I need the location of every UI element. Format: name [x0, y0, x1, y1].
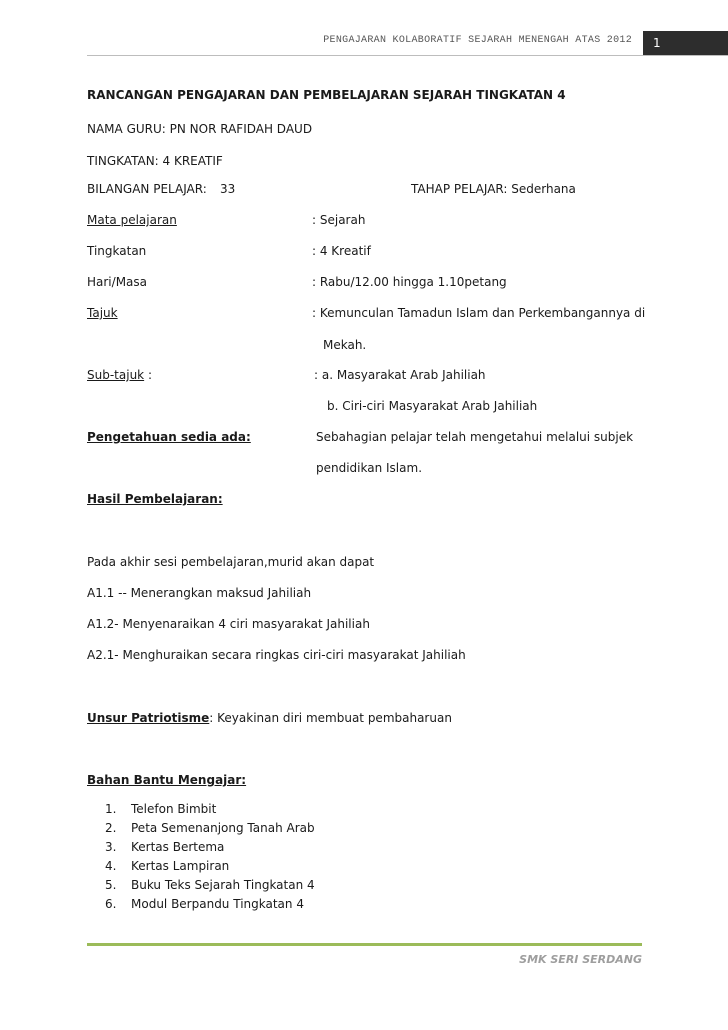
outcome-item: A1.1 -- Menerangkan maksud Jahiliah [87, 586, 312, 600]
list-number: 2. [105, 821, 117, 835]
prior-knowledge-label: Pengetahuan sedia ada: [87, 430, 251, 444]
list-item: Telefon Bimbit [131, 802, 217, 816]
document-title: RANCANGAN PENGAJARAN DAN PEMBELAJARAN SEJARAH TINGKATAN 4 [87, 88, 566, 102]
list-number: 3. [105, 840, 117, 854]
footer-divider [87, 943, 642, 946]
subject-label: Mata pelajaran [87, 213, 177, 227]
student-level: TAHAP PELAJAR: Sederhana [411, 182, 576, 196]
form-label: Tingkatan [87, 244, 147, 258]
student-count-label: BILANGAN PELAJAR: [87, 182, 207, 196]
subtopic-value: : a. Masyarakat Arab Jahiliah [314, 368, 486, 382]
subtopic-colon: : [144, 368, 152, 382]
running-header: PENGAJARAN KOLABORATIF SEJARAH MENENGAH ATAS 2012 [323, 35, 632, 46]
patriotism-label: Unsur Patriotisme [87, 711, 210, 725]
page-number-badge: 1 [643, 31, 728, 55]
footer-school-name: SMK SERI SERDANG [519, 953, 642, 966]
day-time-label: Hari/Masa [87, 275, 147, 289]
learning-outcomes-intro: Pada akhir sesi pembelajaran,murid akan dapat [87, 555, 375, 569]
prior-knowledge-value: Sebahagian pelajar telah mengetahui melalui subjek [316, 430, 634, 444]
patriotism-value: : Keyakinan diri membuat pembaharuan [209, 711, 452, 725]
prior-knowledge-value-cont: pendidikan Islam. [316, 461, 423, 475]
list-item: Modul Berpandu Tingkatan 4 [131, 897, 304, 911]
list-item: Buku Teks Sejarah Tingkatan 4 [131, 878, 315, 892]
list-item: Kertas Bertema [131, 840, 225, 854]
subtopic-label: Sub-tajuk [87, 368, 145, 382]
topic-label: Tajuk [87, 306, 118, 320]
list-item: Peta Semenanjong Tanah Arab [131, 821, 315, 835]
patriotism-line [87, 711, 452, 725]
subject-value: : Sejarah [312, 213, 366, 227]
class-line: TINGKATAN: 4 KREATIF [87, 154, 223, 168]
day-time-value: : Rabu/12.00 hingga 1.10petang [312, 275, 507, 289]
form-value: : 4 Kreatif [312, 244, 371, 258]
outcome-item: A1.2- Menyenaraikan 4 ciri masyarakat Jahiliah [87, 617, 370, 631]
subtopic-value-cont: b. Ciri-ciri Masyarakat Arab Jahiliah [327, 399, 538, 413]
topic-value: : Kemunculan Tamadun Islam dan Perkembangannya di [312, 306, 646, 320]
list-number: 5. [105, 878, 117, 892]
outcome-item: A2.1- Menghuraikan secara ringkas ciri-ciri masyarakat Jahiliah [87, 648, 466, 662]
student-count-value: 33 [220, 182, 236, 196]
topic-value-cont: Mekah. [323, 338, 367, 352]
list-item: Kertas Lampiran [131, 859, 230, 873]
teacher-name: NAMA GURU: PN NOR RAFIDAH DAUD [87, 122, 313, 136]
list-number: 6. [105, 897, 117, 911]
subtopic-label-group [87, 368, 152, 382]
list-number: 1. [105, 802, 117, 816]
list-number: 4. [105, 859, 117, 873]
teaching-aids-heading: Bahan Bantu Mengajar: [87, 773, 247, 787]
learning-outcomes-heading: Hasil Pembelajaran: [87, 492, 223, 506]
header-divider [87, 55, 728, 56]
